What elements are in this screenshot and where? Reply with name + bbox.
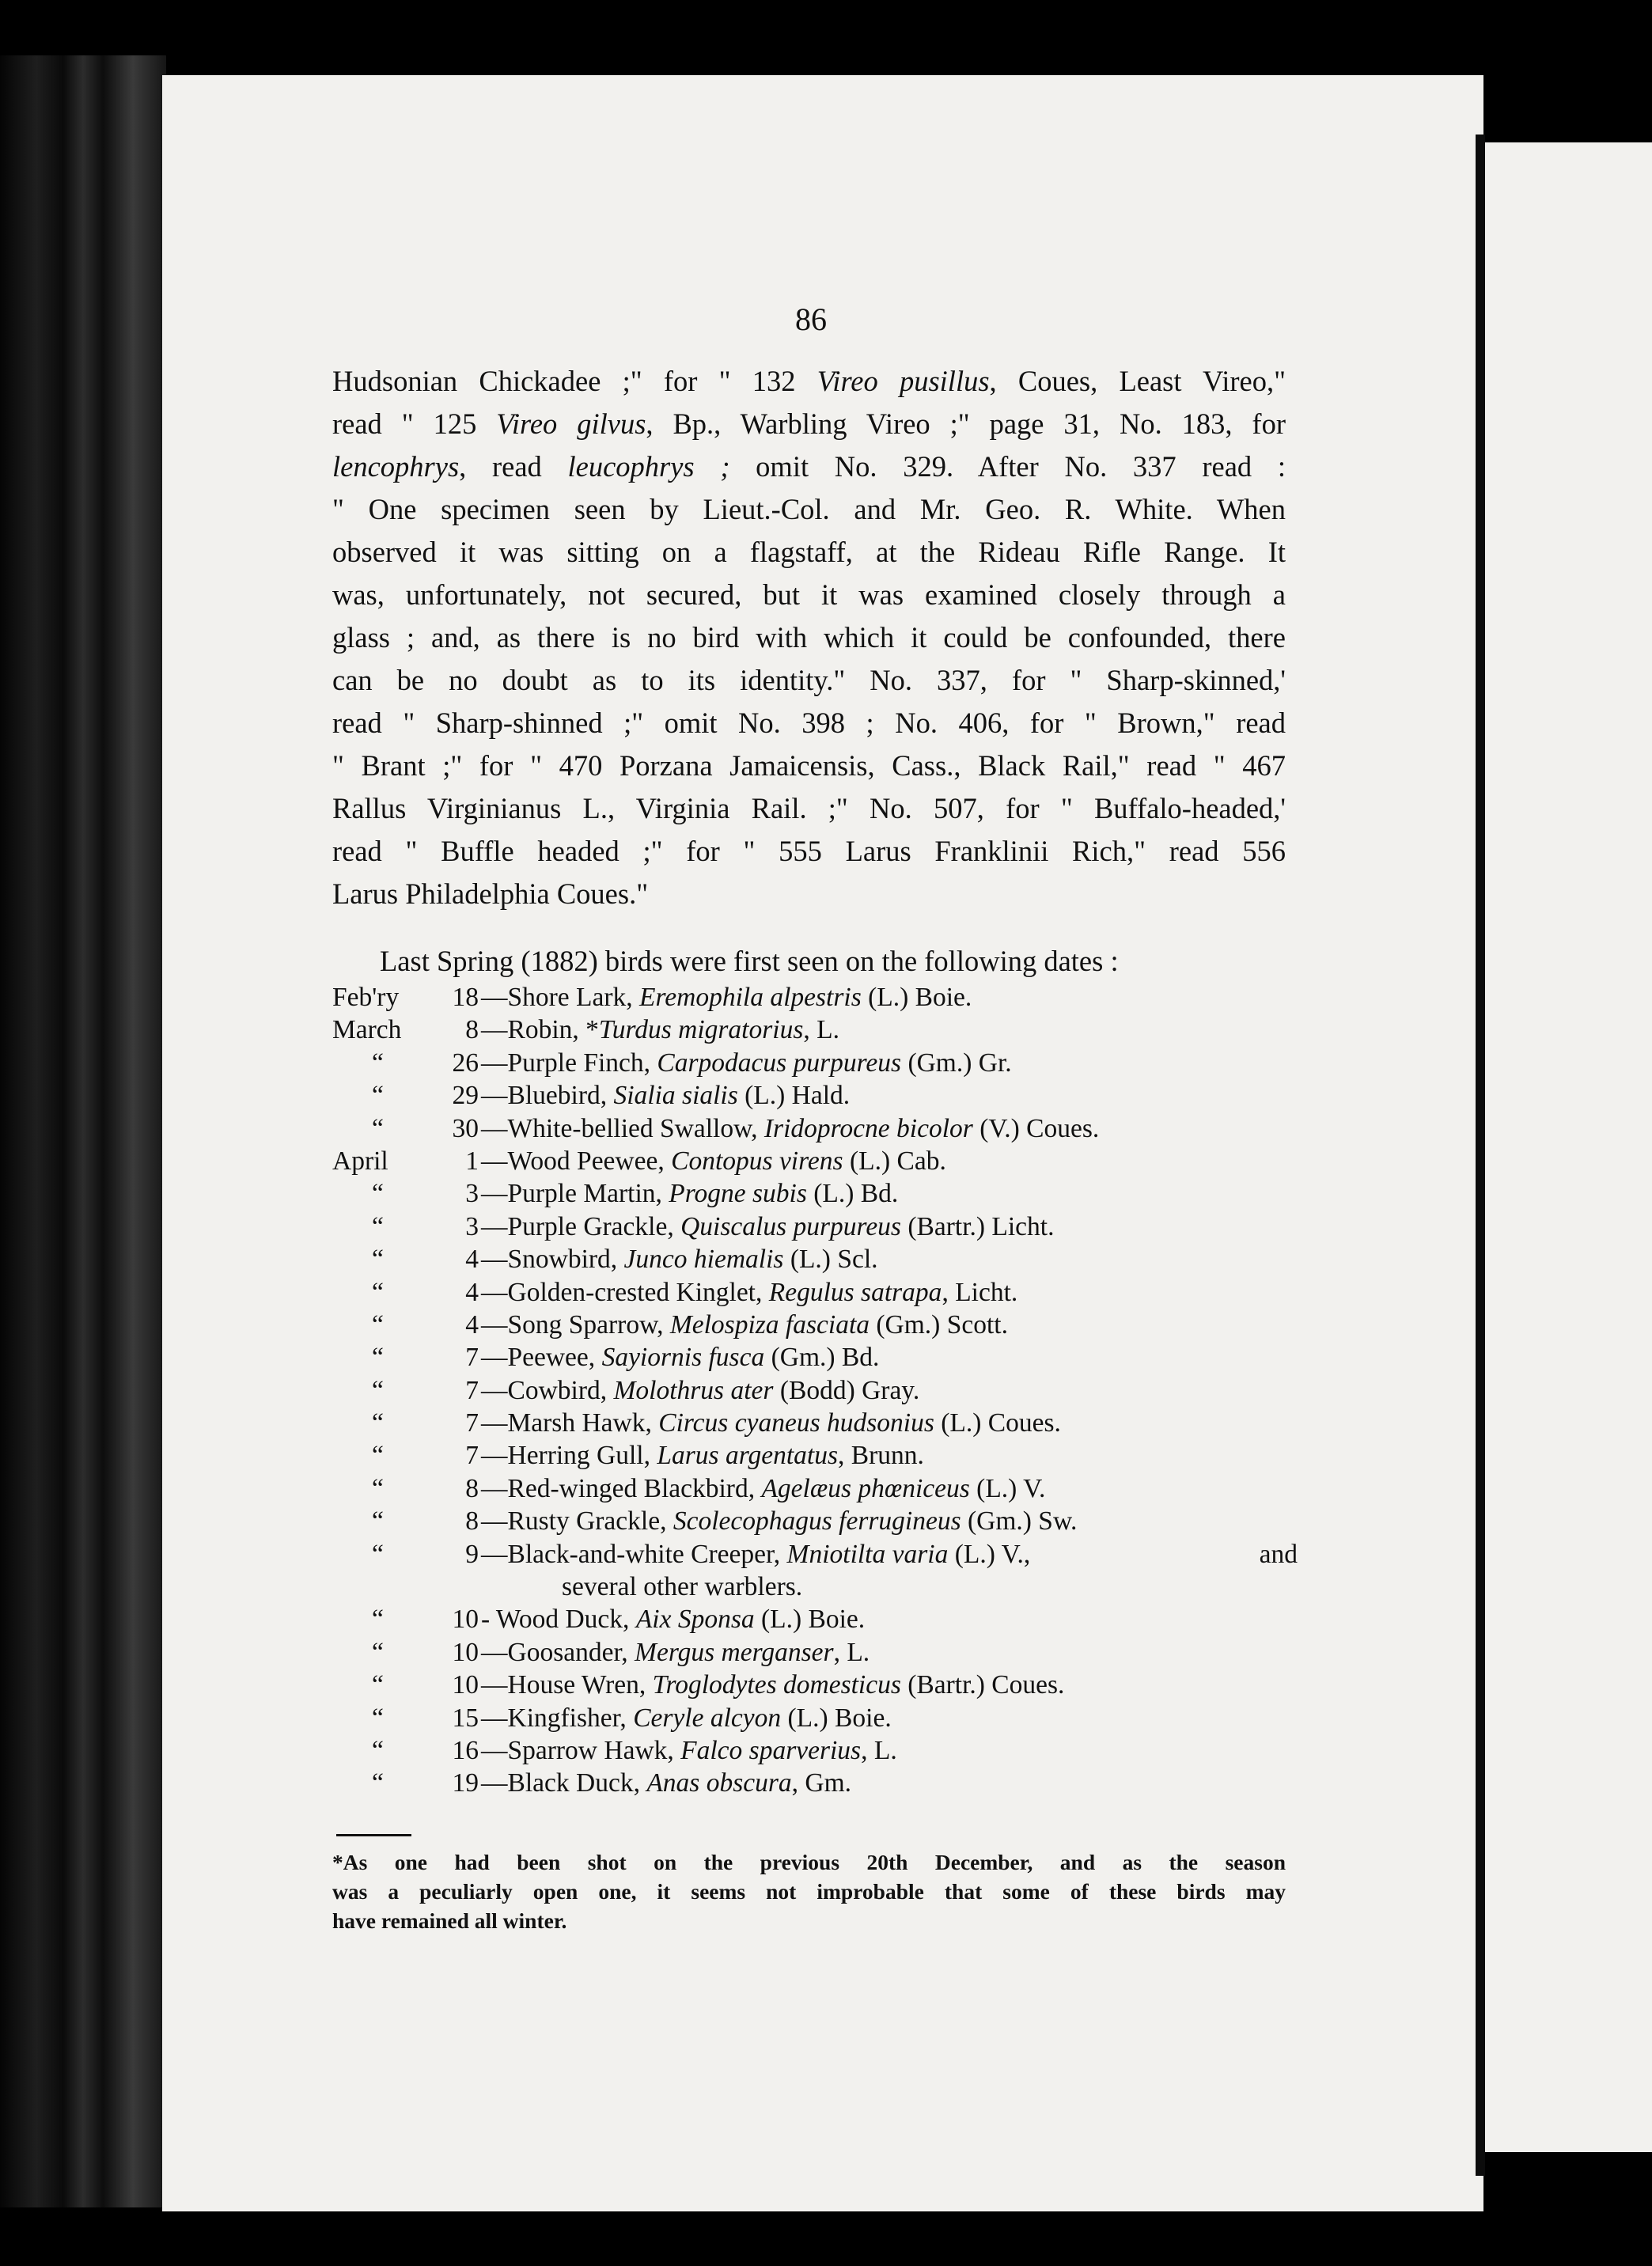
ditto-mark: “ bbox=[372, 1408, 384, 1438]
day-number: 4 bbox=[465, 1277, 479, 1307]
species-entry: —Kingfisher, Ceryle alcyon (L.) Boie. bbox=[481, 1703, 892, 1733]
ditto-mark: “ bbox=[372, 1081, 384, 1111]
list-item-continuation bbox=[332, 1571, 1298, 1603]
list-item bbox=[332, 1472, 1298, 1505]
day-number: 15 bbox=[452, 1703, 479, 1733]
species-entry: —Snowbird, Junco hiemalis (L.) Scl. bbox=[481, 1245, 878, 1275]
paragraph-line: read " Sharp-shinned ;" omit No. 398 ; No. 406, for " Brown," read bbox=[332, 707, 1286, 739]
day-number: 10 bbox=[452, 1605, 479, 1635]
list-item bbox=[332, 1767, 1298, 1799]
species-entry: —Sparrow Hawk, Falco sparverius, L. bbox=[481, 1735, 897, 1765]
species-entry: —White-bellied Swallow, Iridoprocne bicolor (V.) Coues. bbox=[481, 1113, 1100, 1143]
ditto-mark: “ bbox=[372, 1768, 384, 1798]
species-entry: —Shore Lark, Eremophila alpestris (L.) Boie. bbox=[481, 983, 972, 1012]
species-entry: —Herring Gull, Larus argentatus, Brunn. bbox=[481, 1441, 924, 1471]
list-item bbox=[332, 981, 1298, 1014]
day-number: 7 bbox=[465, 1375, 479, 1405]
month-label: April bbox=[332, 1146, 388, 1176]
list-item bbox=[332, 1079, 1298, 1112]
ditto-mark: “ bbox=[372, 1245, 384, 1275]
ditto-mark: “ bbox=[372, 1441, 384, 1471]
species-entry: —Cowbird, Molothrus ater (Bodd) Gray. bbox=[481, 1375, 920, 1405]
page-number: 86 bbox=[795, 301, 827, 337]
day-number: 8 bbox=[465, 1473, 479, 1503]
species-entry: —Robin, *Turdus migratorius, L. bbox=[481, 1015, 839, 1045]
day-number: 26 bbox=[452, 1048, 479, 1078]
list-item bbox=[332, 1669, 1298, 1701]
paragraph-line: observed it was sitting on a flagstaff, at the Rideau Rifle Range. It bbox=[332, 536, 1286, 568]
paragraph-line: Larus Philadelphia Coues." bbox=[332, 877, 649, 910]
species-entry: —House Wren, Troglodytes domesticus (Bartr.) Coues. bbox=[481, 1670, 1065, 1700]
day-number: 10 bbox=[452, 1637, 479, 1667]
list-item bbox=[332, 1047, 1298, 1079]
list-item bbox=[332, 1734, 1298, 1767]
first-seen-intro: Last Spring (1882) birds were first seen on the following dates : bbox=[380, 945, 1119, 977]
paragraph-line: " One specimen seen by Lieut.-Col. and Mr. Geo. R. White. When bbox=[332, 493, 1286, 525]
ditto-mark: “ bbox=[372, 1211, 384, 1241]
day-number: 9 bbox=[465, 1539, 479, 1569]
species-entry: —Black Duck, Anas obscura, Gm. bbox=[481, 1768, 852, 1798]
ditto-mark: “ bbox=[372, 1670, 384, 1700]
list-item bbox=[332, 1407, 1298, 1439]
list-item bbox=[332, 1145, 1298, 1177]
ditto-mark: “ bbox=[372, 1375, 384, 1405]
day-number: 7 bbox=[465, 1408, 479, 1438]
paragraph-line: Hudsonian Chickadee ;" for " 132 Vireo pusillus, Coues, Least Vireo," bbox=[332, 365, 1286, 397]
ditto-mark: “ bbox=[372, 1277, 384, 1307]
species-entry: —Purple Grackle, Quiscalus purpureus (Bartr.) Licht. bbox=[481, 1211, 1055, 1241]
day-number: 3 bbox=[465, 1211, 479, 1241]
species-entry: —Rusty Grackle, Scolecophagus ferrugineus (Gm.) Sw. bbox=[481, 1506, 1078, 1537]
day-number: 30 bbox=[452, 1113, 479, 1143]
list-item bbox=[332, 1211, 1298, 1243]
ditto-mark: “ bbox=[372, 1703, 384, 1733]
paragraph-line: lencophrys, read leucophrys ; omit No. 329. After No. 337 read : bbox=[332, 450, 1286, 483]
species-entry: —Black-and-white Creeper, Mniotilta varia (L.) V., bbox=[481, 1539, 1031, 1569]
day-number: 10 bbox=[452, 1670, 479, 1700]
day-number: 1 bbox=[465, 1146, 479, 1176]
ditto-mark: “ bbox=[372, 1113, 384, 1143]
species-entry: —Song Sparrow, Melospiza fasciata (Gm.) Scott. bbox=[481, 1309, 1008, 1340]
paragraph-line: glass ; and, as there is no bird with which it could be confounded, there bbox=[332, 621, 1286, 654]
list-item bbox=[332, 1505, 1298, 1537]
entry-tail: and bbox=[1259, 1539, 1298, 1569]
footnote-line: was a peculiarly open one, it seems not improbable that some of these birds may bbox=[332, 1879, 1286, 1904]
day-number: 7 bbox=[465, 1441, 479, 1471]
list-item bbox=[332, 1243, 1298, 1275]
list-item bbox=[332, 1636, 1298, 1669]
species-entry: several other warblers. bbox=[562, 1572, 803, 1602]
list-item bbox=[332, 1177, 1298, 1210]
month-label: March bbox=[332, 1015, 402, 1045]
footnote-line: have remained all winter. bbox=[332, 1908, 567, 1933]
paragraph-line: Rallus Virginianus L., Virginia Rail. ;" No. 507, for " Buffalo-headed,' bbox=[332, 792, 1286, 824]
species-entry: —Red-winged Blackbird, Agelæus phœniceus (L.) V. bbox=[481, 1473, 1046, 1503]
continued-errata-paragraph bbox=[332, 360, 1286, 915]
list-item bbox=[332, 1439, 1298, 1472]
species-entry: —Marsh Hawk, Circus cyaneus hudsonius (L.) Coues. bbox=[481, 1408, 1061, 1438]
day-number: 3 bbox=[465, 1179, 479, 1209]
list-item bbox=[332, 1309, 1298, 1341]
species-entry: —Wood Peewee, Contopus virens (L.) Cab. bbox=[481, 1146, 946, 1176]
ditto-mark: “ bbox=[372, 1309, 384, 1340]
list-item bbox=[332, 1538, 1298, 1571]
list-item bbox=[332, 1702, 1298, 1734]
ditto-mark: “ bbox=[372, 1506, 384, 1537]
list-item bbox=[332, 1374, 1298, 1407]
day-number: 19 bbox=[452, 1768, 479, 1798]
paragraph-line: read " 125 Vireo gilvus, Bp., Warbling Vireo ;" page 31, No. 183, for bbox=[332, 407, 1286, 440]
footnote-line: *As one had been shot on the previous 20th December, and as the season bbox=[332, 1850, 1286, 1874]
ditto-mark: “ bbox=[372, 1735, 384, 1765]
day-number: 4 bbox=[465, 1245, 479, 1275]
ditto-mark: “ bbox=[372, 1179, 384, 1209]
ditto-mark: “ bbox=[372, 1473, 384, 1503]
paragraph-line: read " Buffle headed ;" for " 555 Larus Franklinii Rich," read 556 bbox=[332, 835, 1286, 867]
ditto-mark: “ bbox=[372, 1539, 384, 1569]
species-entry: —Bluebird, Sialia sialis (L.) Hald. bbox=[481, 1081, 851, 1111]
list-item bbox=[332, 1341, 1298, 1374]
day-number: 8 bbox=[465, 1506, 479, 1537]
footnote bbox=[332, 1847, 1286, 1935]
facing-page-edge bbox=[1485, 142, 1652, 2152]
species-entry: —Goosander, Mergus merganser, L. bbox=[481, 1637, 870, 1667]
species-entry: —Purple Martin, Progne subis (L.) Bd. bbox=[481, 1179, 899, 1209]
species-entry: —Purple Finch, Carpodacus purpureus (Gm.) Gr. bbox=[481, 1048, 1012, 1078]
day-number: 8 bbox=[465, 1015, 479, 1045]
day-number: 18 bbox=[452, 983, 479, 1012]
list-item bbox=[332, 1112, 1298, 1145]
paragraph-line: can be no doubt as to its identity." No. 337, for " Sharp-skinned,' bbox=[332, 664, 1286, 696]
day-number: 7 bbox=[465, 1343, 479, 1373]
species-entry: —Golden-crested Kinglet, Regulus satrapa, Licht. bbox=[481, 1277, 1018, 1307]
ditto-mark: “ bbox=[372, 1048, 384, 1078]
month-label: Feb'ry bbox=[332, 983, 400, 1012]
paragraph-line: was, unfortunately, not secured, but it was examined closely through a bbox=[332, 578, 1286, 611]
footnote-rule bbox=[336, 1834, 411, 1836]
list-item bbox=[332, 1014, 1298, 1046]
book-binding bbox=[0, 55, 166, 2207]
ditto-mark: “ bbox=[372, 1343, 384, 1373]
species-entry: —Peewee, Sayiornis fusca (Gm.) Bd. bbox=[481, 1343, 880, 1373]
first-seen-dates-list bbox=[332, 981, 1298, 1800]
ditto-mark: “ bbox=[372, 1637, 384, 1667]
paragraph-line: " Brant ;" for " 470 Porzana Jamaicensis, Cass., Black Rail," read " 467 bbox=[332, 749, 1286, 782]
ditto-mark: “ bbox=[372, 1605, 384, 1635]
day-number: 29 bbox=[452, 1081, 479, 1111]
list-item bbox=[332, 1603, 1298, 1635]
list-item bbox=[332, 1276, 1298, 1309]
species-entry: - Wood Duck, Aix Sponsa (L.) Boie. bbox=[481, 1605, 866, 1635]
day-number: 4 bbox=[465, 1309, 479, 1340]
gutter-shadow bbox=[1476, 135, 1485, 2176]
day-number: 16 bbox=[452, 1735, 479, 1765]
